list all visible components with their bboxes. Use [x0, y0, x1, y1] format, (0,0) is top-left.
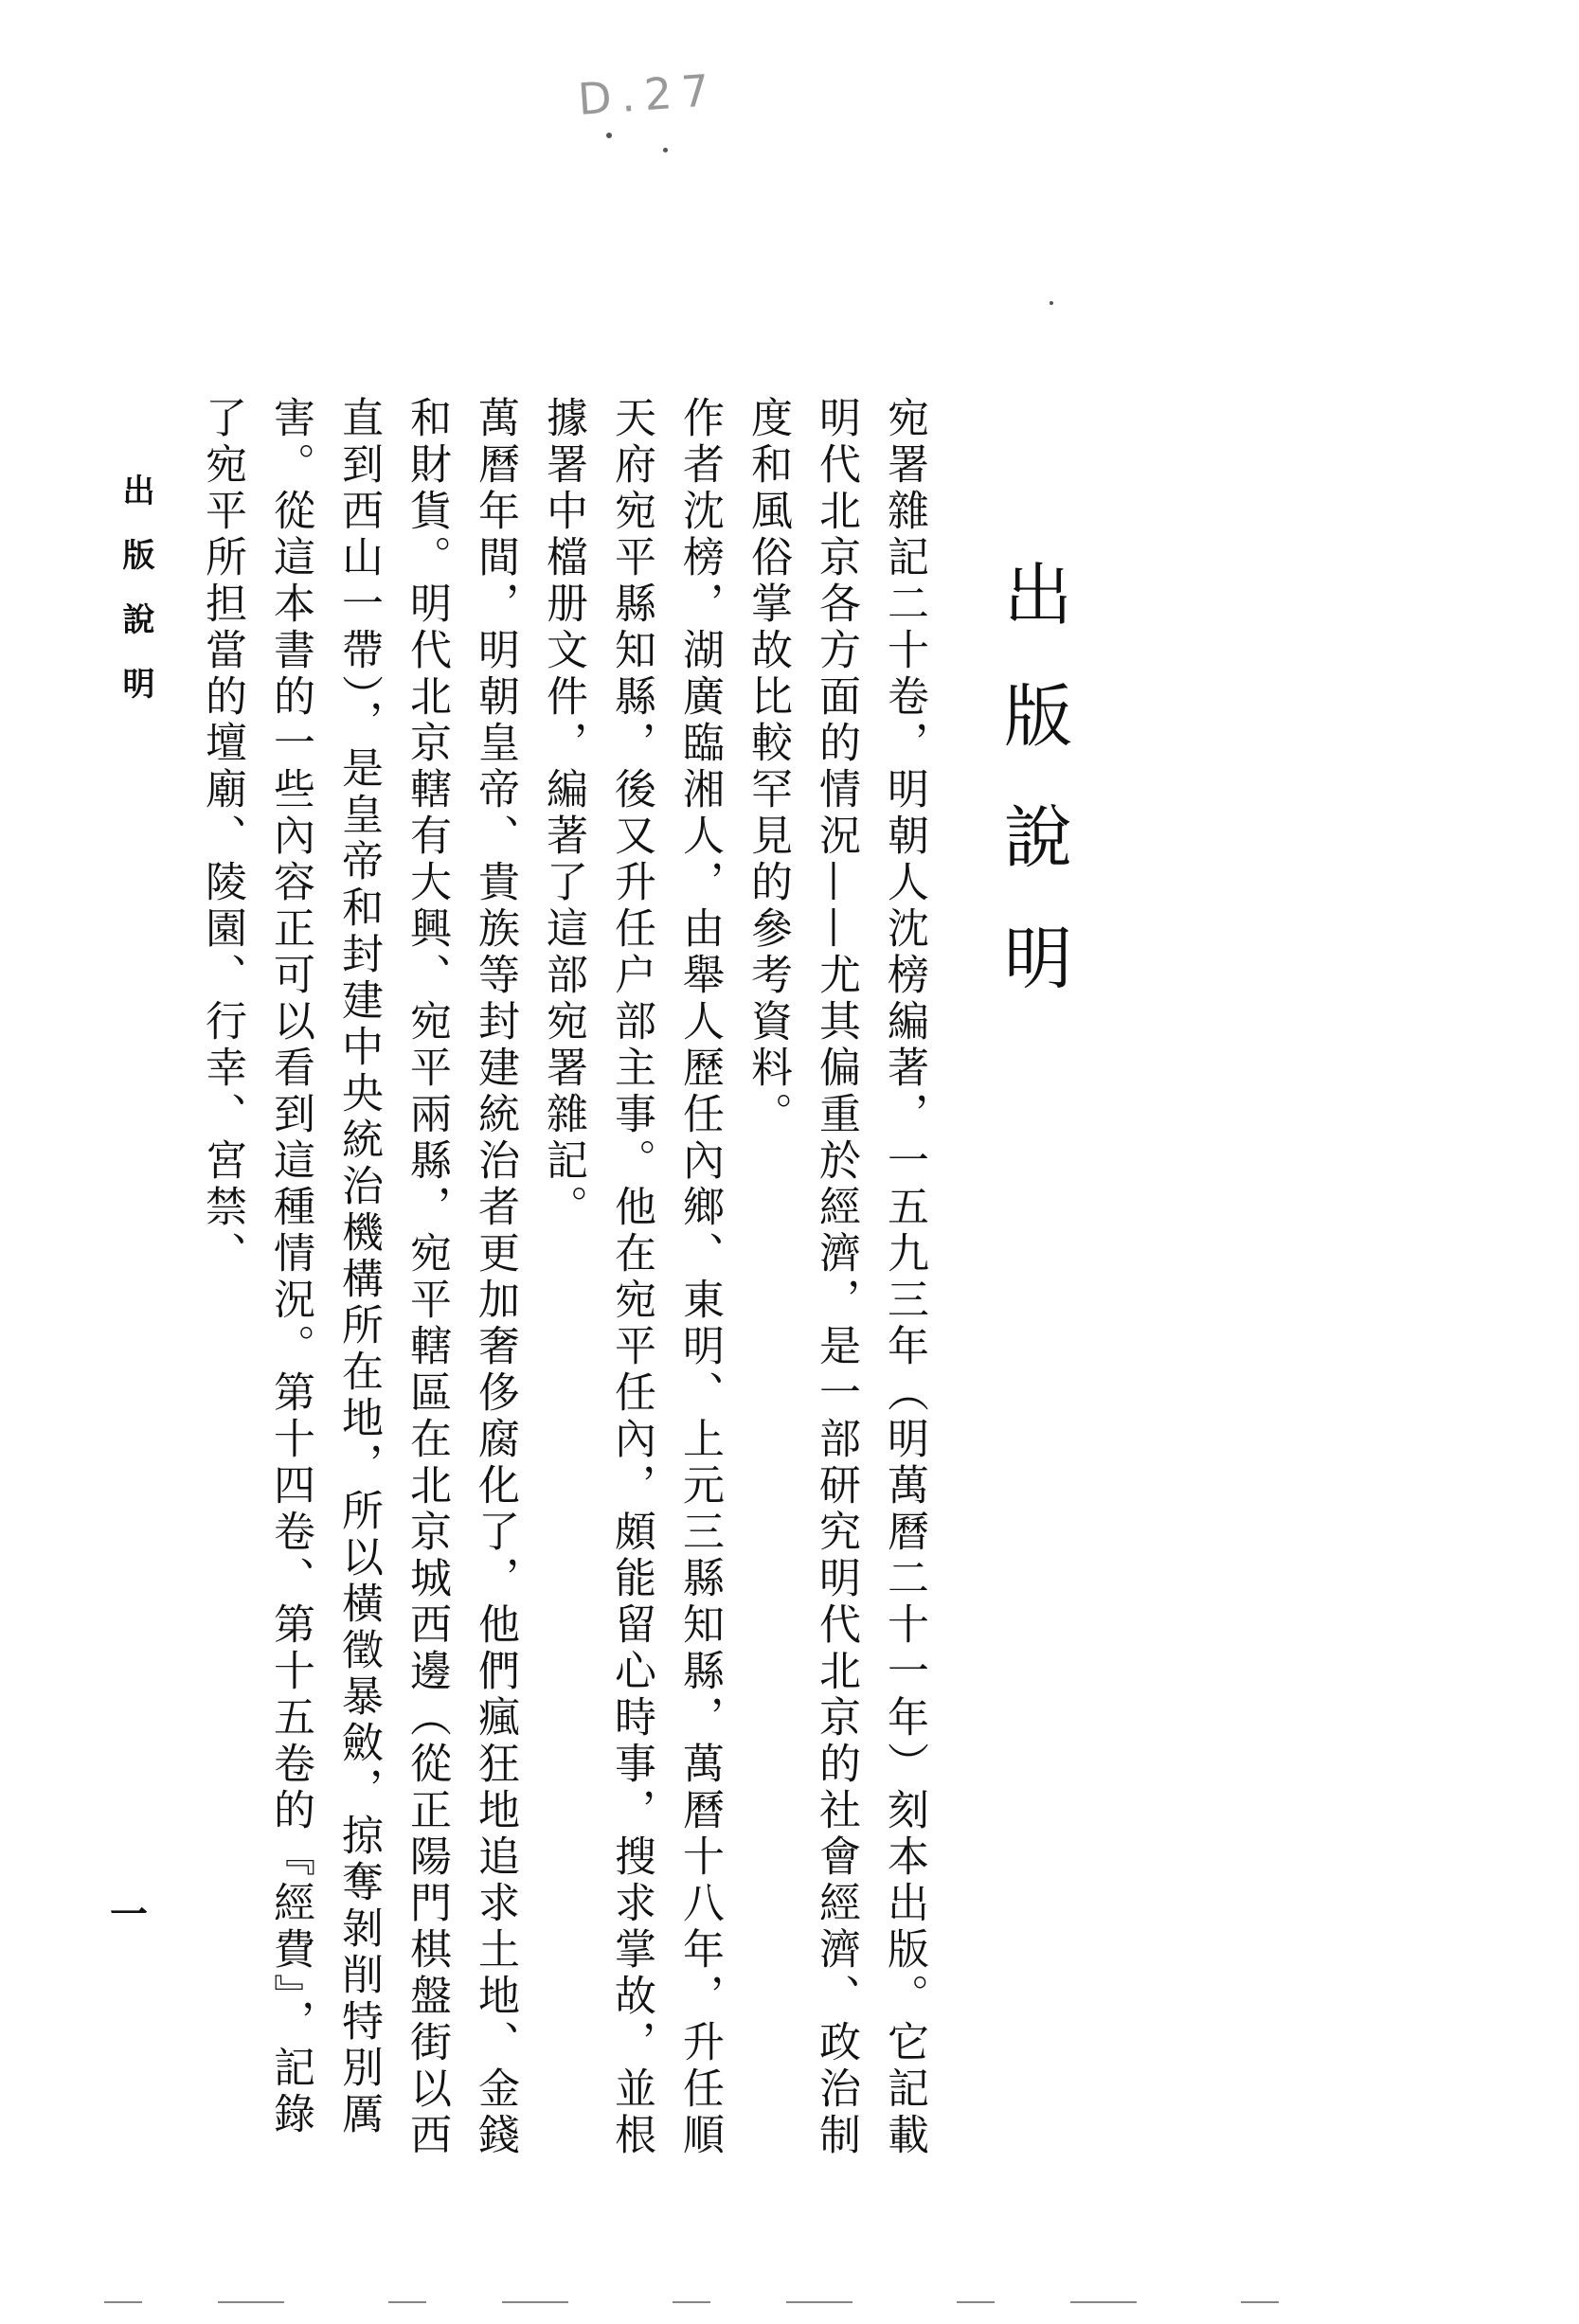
ink-dot — [663, 148, 668, 152]
paragraph-3: 萬曆年間，明朝皇帝、貴族等封建統治者更加奢侈腐化了，他們瘋狂地追求土地、金錢和財貨。明代北京轄有大興、宛平兩縣，宛平轄區在北京城西邊（從正陽門棋盤街以西直到西山一帶），是皇帝和封建中央統治機構所在地，所以橫徵暴斂，掠奪剝削特別厲害。從這本書的一些內容正可以看到這種情況。第十四卷、第十五卷的『經費』，記錄了宛平所担當的壇廟、陵園、行幸、宮禁、 — [198, 396, 519, 2159]
bottom-scan-rule — [104, 2301, 1336, 2303]
running-title: 出版說明 — [117, 474, 154, 731]
paragraph-1: 宛署雜記二十卷，明朝人沈榜編著，一五九三年（明萬曆二十一年）刻本出版。它記載明代北京各方面的情況——尤其偏重於經濟，是一部研究明代北京的社會經濟、政治制度和風俗掌故比較罕見的參考資料。 — [744, 396, 928, 2159]
paragraph-2: 作者沈榜，湖廣臨湘人，由舉人歷任內鄉、東明、上元三縣知縣，萬曆十八年，升任順天府宛平縣知縣，後又升任户部主事。他在宛平任內，頗能留心時事，搜求掌故，並根據署中檔册文件，編著了這部宛署雜記。 — [539, 396, 724, 2159]
ink-dot — [606, 133, 612, 138]
page-title: 出版說明 — [993, 559, 1072, 1044]
handwritten-mark: D.27 — [576, 63, 721, 125]
body-text — [180, 313, 938, 2159]
ink-dot — [1050, 301, 1053, 305]
page-number: 一 — [110, 1892, 148, 1937]
